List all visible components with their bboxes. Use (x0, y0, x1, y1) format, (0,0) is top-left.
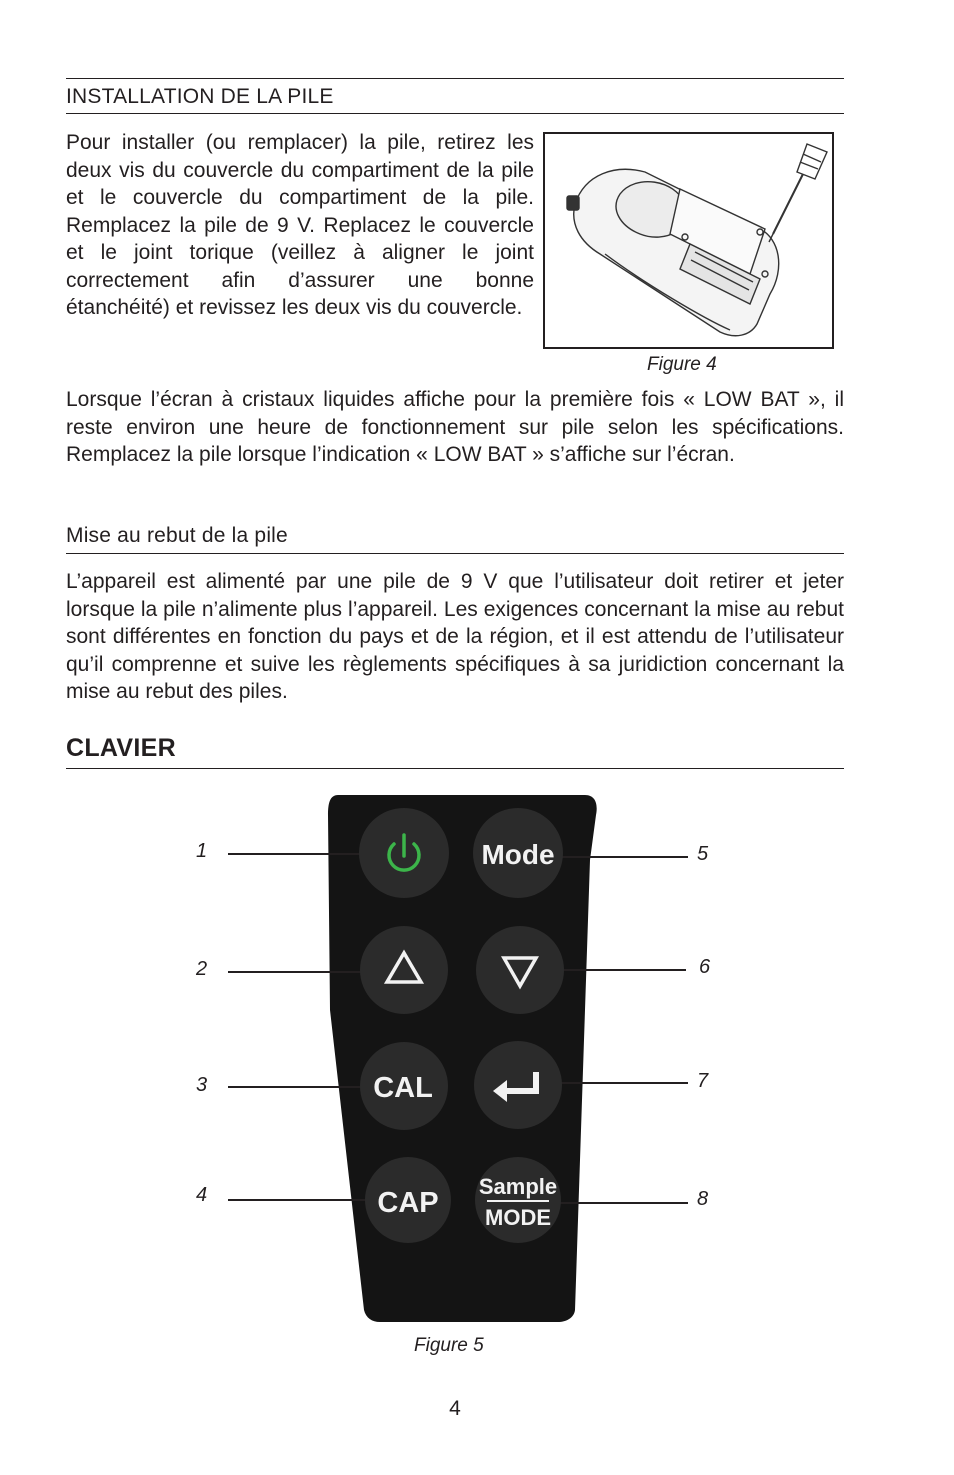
enter-button[interactable] (474, 1041, 562, 1129)
mode-button-label: Mode (481, 839, 555, 870)
up-button[interactable] (360, 926, 448, 1014)
callout-number-3: 3 (196, 1074, 208, 1096)
clavier-underline (66, 768, 844, 769)
section-heading-clavier: CLAVIER (66, 734, 176, 762)
disposal-paragraph: L’appareil est alimenté par une pile de 9 V que l’utilisateur doit retirer et jeter lorsque la pile n’alimente plus l’appareil. Les exigences concernant la mise au rebut sont différentes en fonction du pays et de la région, et il est attendu de l’utilisateur qu’il comprenne et suive les règlements spécifiques à sa juridiction concernant la mise au rebut des piles. (66, 570, 844, 703)
callout-number-4: 4 (196, 1184, 208, 1206)
figure-4-battery-illustration (543, 132, 834, 349)
keypad-figure (0, 780, 954, 1340)
callout-number-2: 2 (196, 958, 208, 980)
callout-number-6: 6 (699, 956, 711, 978)
top-rule (66, 78, 844, 79)
installation-paragraph: Pour installer (ou remplacer) la pile, retirez les deux vis du couvercle du compartiment de la pile et le couvercle du compartiment de la pile. Remplacez la pile de 9 V. Replacez le couvercle et le joint torique (veillez à aligner le joint correctement afin d’assurer une bonne étanchéité) et revissez les deux vis du couvercle. (66, 131, 534, 319)
callout-number-5: 5 (697, 843, 709, 865)
section-heading-disposal: Mise au rebut de la pile (66, 524, 288, 547)
callout-number-1: 1 (196, 840, 208, 862)
meter-battery-drawing (545, 134, 832, 347)
down-button[interactable] (476, 926, 564, 1014)
sample-mode-label: MODE (485, 1205, 551, 1230)
sample-button-label: Sample (478, 1174, 558, 1199)
cap-button-label: CAP (377, 1187, 439, 1219)
heading-underline (66, 113, 844, 114)
callout-number-7: 7 (697, 1070, 709, 1092)
disposal-underline (66, 553, 844, 554)
section-heading-installation: INSTALLATION DE LA PILE (66, 85, 334, 108)
figure-4-caption: Figure 4 (647, 354, 717, 375)
callout-number-8: 8 (697, 1188, 709, 1210)
page-number: 4 (449, 1397, 461, 1420)
cal-button-label: CAL (373, 1072, 433, 1104)
low-bat-paragraph: Lorsque l’écran à cristaux liquides affiche pour la première fois « LOW BAT », il reste environ une heure de fonctionnement sur pile selon les spécifications. Remplacez la pile lorsque l’indication « LOW BAT » s’affiche sur l’écran. (66, 388, 844, 466)
figure-5-caption: Figure 5 (414, 1335, 484, 1356)
